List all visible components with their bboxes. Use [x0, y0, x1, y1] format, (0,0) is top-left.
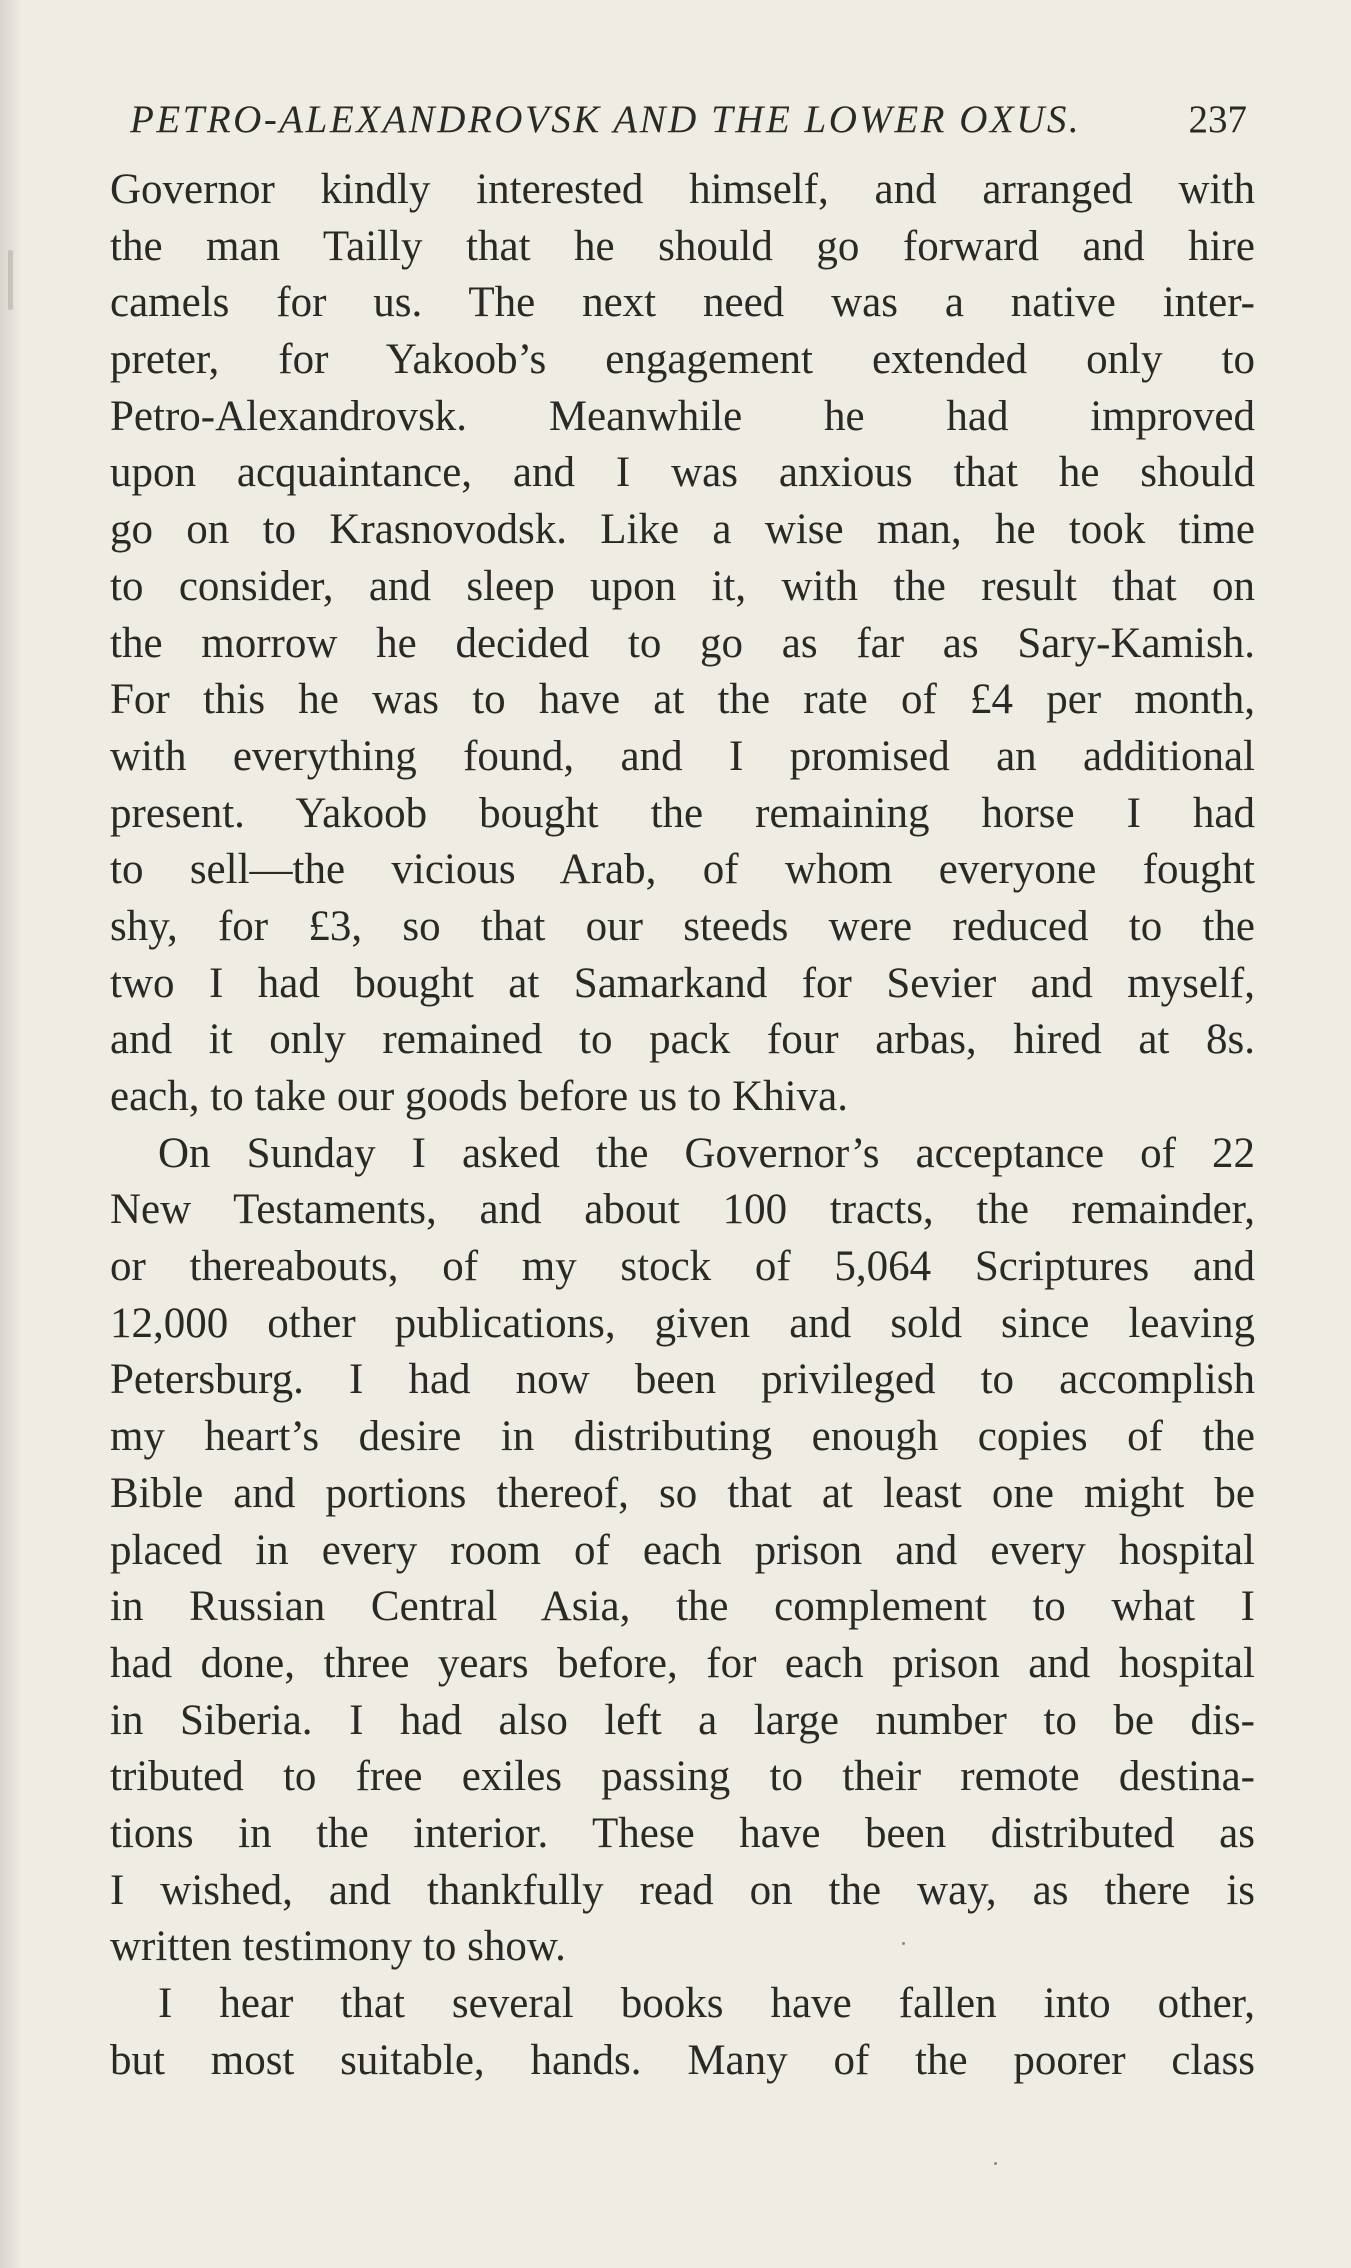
text-line: tributed to free exiles passing to their remote destina-	[110, 1753, 1255, 1801]
text-line: in Siberia. I had also left a large number to be dis-	[110, 1696, 1255, 1744]
text-line: I wished, and thankfully read on the way, as there is	[110, 1866, 1255, 1914]
text-line: present. Yakoob bought the remaining horse I had	[110, 789, 1255, 837]
text-line: and it only remained to pack four arbas, hired at 8s.	[110, 1016, 1255, 1064]
page-number: 237	[1188, 98, 1247, 141]
text-line: my heart’s desire in distributing enough copies of the	[110, 1413, 1255, 1461]
text-line: two I had bought at Samarkand for Sevier and myself,	[110, 959, 1255, 1007]
paper-speck	[902, 1942, 905, 1945]
text-line: go on to Krasnovodsk. Like a wise man, he took time	[110, 506, 1255, 554]
text-line: to consider, and sleep upon it, with the result that on	[110, 562, 1255, 610]
binding-shadow	[0, 0, 22, 2268]
text-line: but most suitable, hands. Many of the poorer class	[110, 2036, 1255, 2084]
text-line: I hear that several books have fallen into other,	[158, 1980, 1255, 2027]
text-line: preter, for Yakoob’s engagement extended only to	[110, 336, 1255, 384]
text-line: Governor kindly interested himself, and arranged with	[110, 166, 1255, 213]
paragraph-2	[110, 1126, 1255, 1976]
text-line: or thereabouts, of my stock of 5,064 Scriptures and	[110, 1243, 1255, 1291]
text-line: the morrow he decided to go as far as Sary-Kamish.	[110, 619, 1255, 667]
paragraph-1	[110, 162, 1255, 1126]
text-line: placed in every room of each prison and every hospital	[110, 1526, 1255, 1574]
text-line: written testimony to show.	[110, 1923, 566, 1971]
text-line: Bible and portions thereof, so that at least one might be	[110, 1469, 1255, 1517]
running-title: PETRO-ALEXANDROVSK AND THE LOWER OXUS.	[130, 98, 1082, 141]
text-line: On Sunday I asked the Governor’s acceptance of 22	[158, 1129, 1255, 1177]
text-line: with everything found, and I promised an additional	[110, 732, 1255, 780]
text-line: the man Tailly that he should go forward and hire	[110, 222, 1255, 270]
body-text	[110, 162, 1255, 2089]
text-line: upon acquaintance, and I was anxious that he should	[110, 449, 1255, 497]
text-line: each, to take our goods before us to Khiva.	[110, 1073, 848, 1120]
text-line: in Russian Central Asia, the complement to what I	[110, 1583, 1255, 1631]
paragraph-3	[110, 1976, 1255, 2089]
text-line: had done, three years before, for each prison and hospital	[110, 1639, 1255, 1687]
text-line: tions in the interior. These have been distributed as	[110, 1809, 1255, 1857]
page-header	[110, 92, 1255, 148]
text-line: New Testaments, and about 100 tracts, the remainder,	[110, 1186, 1255, 1234]
text-line: shy, for £3, so that our steeds were reduced to the	[110, 902, 1255, 950]
text-line: For this he was to have at the rate of £4 per month,	[110, 676, 1255, 724]
text-line: Petersburg. I had now been privileged to accomplish	[110, 1356, 1255, 1404]
paper-speck	[994, 2162, 997, 2165]
text-line: 12,000 other publications, given and sold since leaving	[110, 1299, 1255, 1347]
text-line: to sell—the vicious Arab, of whom everyone fought	[110, 846, 1255, 894]
text-line: camels for us. The next need was a native inter-	[110, 279, 1255, 327]
text-line: Petro-Alexandrovsk. Meanwhile he had improved	[110, 392, 1255, 440]
spine-mark	[8, 250, 13, 310]
